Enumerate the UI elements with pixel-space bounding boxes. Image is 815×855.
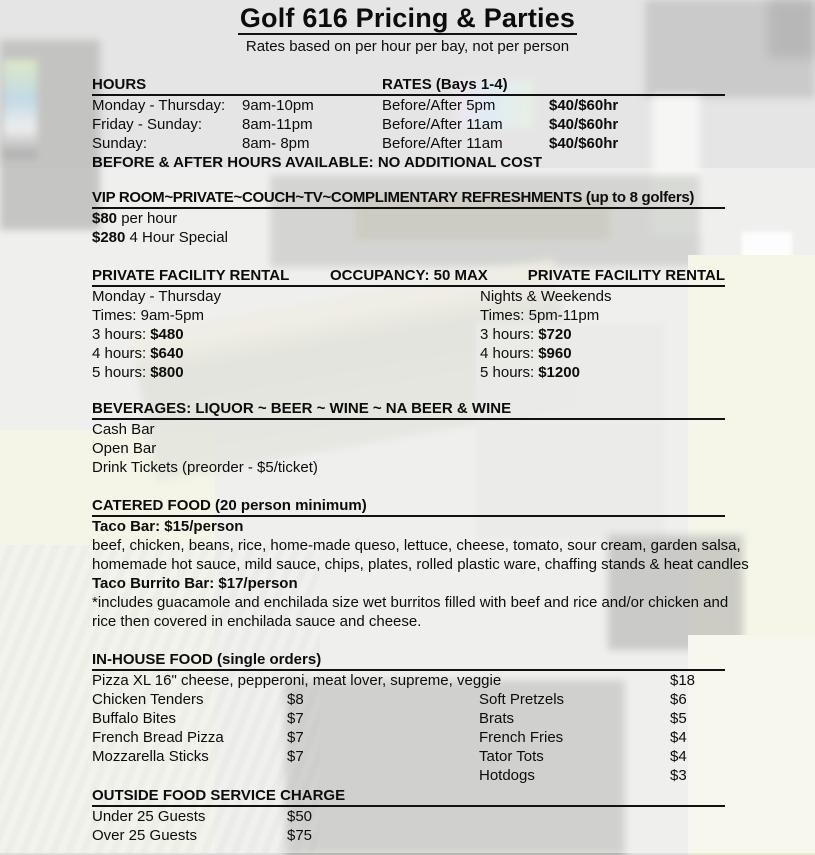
- private-rental-heading-row: [92, 266, 725, 287]
- hours-day: Monday - Thursday:: [92, 97, 226, 114]
- outside-food-heading: OUTSIDE FOOD SERVICE CHARGE: [92, 787, 346, 804]
- section-in-house-food: [92, 650, 725, 785]
- service-charge-price: $50: [287, 808, 313, 825]
- menu-item-price: $4: [670, 729, 687, 746]
- taco-bar-description: beef, chicken, beans, rice, home-made queso, lettuce, cheese, tomato, sour cream, garden salsa,: [92, 537, 741, 554]
- beverage-item: Cash Bar: [92, 421, 155, 438]
- menu-item-price: [287, 766, 479, 785]
- catered-heading-row: [92, 496, 725, 517]
- menu-item-label: Brats: [479, 710, 515, 727]
- duration-price: $640: [150, 345, 184, 362]
- occupancy-heading: OCCUPANCY: 50 MAX: [330, 267, 488, 284]
- after-hours-note: BEFORE & AFTER HOURS AVAILABLE: NO ADDITIONAL COST: [92, 154, 542, 171]
- section-catered-food: [92, 496, 749, 631]
- outside-food-heading-row: [92, 786, 725, 807]
- beverages-heading: BEVERAGES: LIQUOR ~ BEER ~ WINE ~ NA BEER & WINE: [92, 400, 512, 417]
- menu-item-price: $7: [287, 729, 304, 746]
- guest-count-label: Over 25 Guests: [92, 827, 198, 844]
- private-weekday-column: [92, 287, 221, 382]
- private-rental-heading-right: PRIVATE FACILITY RENTAL: [527, 267, 725, 284]
- menu-item-price: $7: [287, 748, 304, 765]
- hours-rate-label: Before/After 11am: [382, 116, 503, 133]
- section-private-rental: [92, 266, 725, 382]
- in-house-heading-row: [92, 650, 725, 671]
- hours-rate-label: Before/After 11am: [382, 135, 503, 152]
- duration-label: 5 hours:: [480, 364, 535, 381]
- hours-row: [92, 134, 725, 153]
- duration-price: $720: [538, 326, 572, 343]
- duration-label: 4 hours:: [92, 345, 147, 362]
- catered-heading: CATERED FOOD (20 person minimum): [92, 497, 367, 514]
- burrito-bar-description: rice then covered in enchilada sauce and cheese.: [92, 613, 422, 630]
- section-beverages: [92, 399, 725, 477]
- vip-heading: VIP ROOM~PRIVATE~COUCH~TV~COMPLIMENTARY REFRESHMENTS (up to 8 golfers): [92, 189, 695, 206]
- duration-label: 3 hours:: [480, 326, 535, 343]
- hours-time: 8am-11pm: [242, 116, 313, 133]
- menu-item-label: Buffalo Bites: [92, 710, 176, 727]
- taco-bar-description: homemade hot sauce, mild sauce, chips, plates, rolled plastic ware, chaffing stands & heat candles: [92, 556, 749, 573]
- hours-row: [92, 115, 725, 134]
- beverage-item: Drink Tickets (preorder - $5/ticket): [92, 459, 318, 476]
- private-period: Nights & Weekends: [480, 288, 612, 305]
- hours-heading: HOURS: [92, 76, 147, 93]
- page-subtitle: Rates based on per hour per bay, not per person: [245, 38, 570, 55]
- menu-item-label: Pizza XL 16" cheese, pepperoni, meat lover, supreme, veggie: [92, 672, 502, 689]
- menu-item-label: Tator Tots: [479, 748, 544, 765]
- hours-day: Sunday:: [92, 135, 148, 152]
- menu-item-price: $18: [670, 672, 696, 689]
- page-title: Golf 616 Pricing & Parties: [239, 3, 576, 33]
- vip-price: $80: [92, 210, 118, 227]
- duration-price: $960: [538, 345, 572, 362]
- hours-time: 8am- 8pm: [242, 135, 310, 152]
- vip-rate-row: [92, 209, 725, 228]
- menu-row: [92, 766, 725, 785]
- duration-label: 5 hours:: [92, 364, 147, 381]
- in-house-heading: IN-HOUSE FOOD (single orders): [92, 651, 322, 668]
- section-hours: [92, 75, 725, 172]
- beverages-heading-row: [92, 399, 725, 420]
- menu-item-price: $8: [287, 691, 304, 708]
- rates-heading: RATES (Bays 1-4): [382, 76, 508, 93]
- private-rental-heading-left: PRIVATE FACILITY RENTAL: [92, 267, 290, 284]
- service-charge-row: [92, 807, 725, 826]
- hours-rate-label: Before/After 5pm: [382, 97, 496, 114]
- burrito-bar-description: *includes guacamole and enchilada size wet burritos filled with beef and rice and/or chicken and: [92, 594, 729, 611]
- private-times: Times: 9am-5pm: [92, 307, 204, 324]
- taco-bar-title: Taco Bar: $15/person: [92, 518, 244, 535]
- section-vip-room: [92, 188, 725, 247]
- hours-day: Friday - Sunday:: [92, 116, 203, 133]
- duration-label: 3 hours:: [92, 326, 147, 343]
- duration-price: $480: [150, 326, 184, 343]
- hours-time: 9am-10pm: [242, 97, 314, 114]
- menu-item-label: French Bread Pizza: [92, 729, 224, 746]
- service-charge-row: [92, 826, 725, 845]
- private-weekend-column: [480, 287, 611, 382]
- duration-price: $800: [150, 364, 184, 381]
- private-price-row: [480, 363, 611, 382]
- vip-rate-row: [92, 228, 725, 247]
- private-price-row: [480, 325, 611, 344]
- private-price-row: [92, 344, 221, 363]
- menu-item-label: French Fries: [479, 729, 564, 746]
- private-period: Monday - Thursday: [92, 288, 221, 305]
- private-price-row: [92, 325, 221, 344]
- menu-row: [92, 709, 725, 728]
- burrito-bar-title: Taco Burrito Bar: $17/person: [92, 575, 298, 592]
- menu-item-label: Soft Pretzels: [479, 691, 565, 708]
- hours-rate: $40/$60hr: [549, 97, 619, 114]
- private-price-row: [92, 363, 221, 382]
- menu-item-price: $4: [670, 748, 687, 765]
- menu-item-price: $6: [670, 691, 687, 708]
- menu-row: [92, 747, 725, 766]
- duration-label: 4 hours:: [480, 345, 535, 362]
- menu-item-price: $3: [670, 767, 687, 784]
- menu-row-pizza: [92, 671, 725, 690]
- hours-rate: $40/$60hr: [549, 135, 619, 152]
- service-charge-price: $75: [287, 827, 313, 844]
- duration-price: $1200: [538, 364, 580, 381]
- private-price-row: [480, 344, 611, 363]
- menu-item-price: $7: [287, 710, 304, 727]
- private-times: Times: 5pm-11pm: [480, 307, 600, 324]
- menu-item-label: Mozzarella Sticks: [92, 748, 209, 765]
- vip-price-label: per hour: [121, 210, 178, 227]
- guest-count-label: Under 25 Guests: [92, 808, 206, 825]
- vip-heading-row: [92, 188, 725, 209]
- hours-heading-row: [92, 75, 725, 96]
- hours-rate: $40/$60hr: [549, 116, 619, 133]
- menu-item-label: [92, 766, 287, 785]
- menu-row: [92, 728, 725, 747]
- menu-item-label: Chicken Tenders: [92, 691, 204, 708]
- menu-item-price: $5: [670, 710, 687, 727]
- section-outside-food: [92, 786, 725, 845]
- flyer-header: [0, 3, 815, 56]
- menu-item-label: Hotdogs: [479, 767, 535, 784]
- vip-price-label: 4 Hour Special: [129, 229, 228, 246]
- beverage-item: Open Bar: [92, 440, 157, 457]
- hours-row: [92, 96, 725, 115]
- vip-price: $280: [92, 229, 126, 246]
- menu-row: [92, 690, 725, 709]
